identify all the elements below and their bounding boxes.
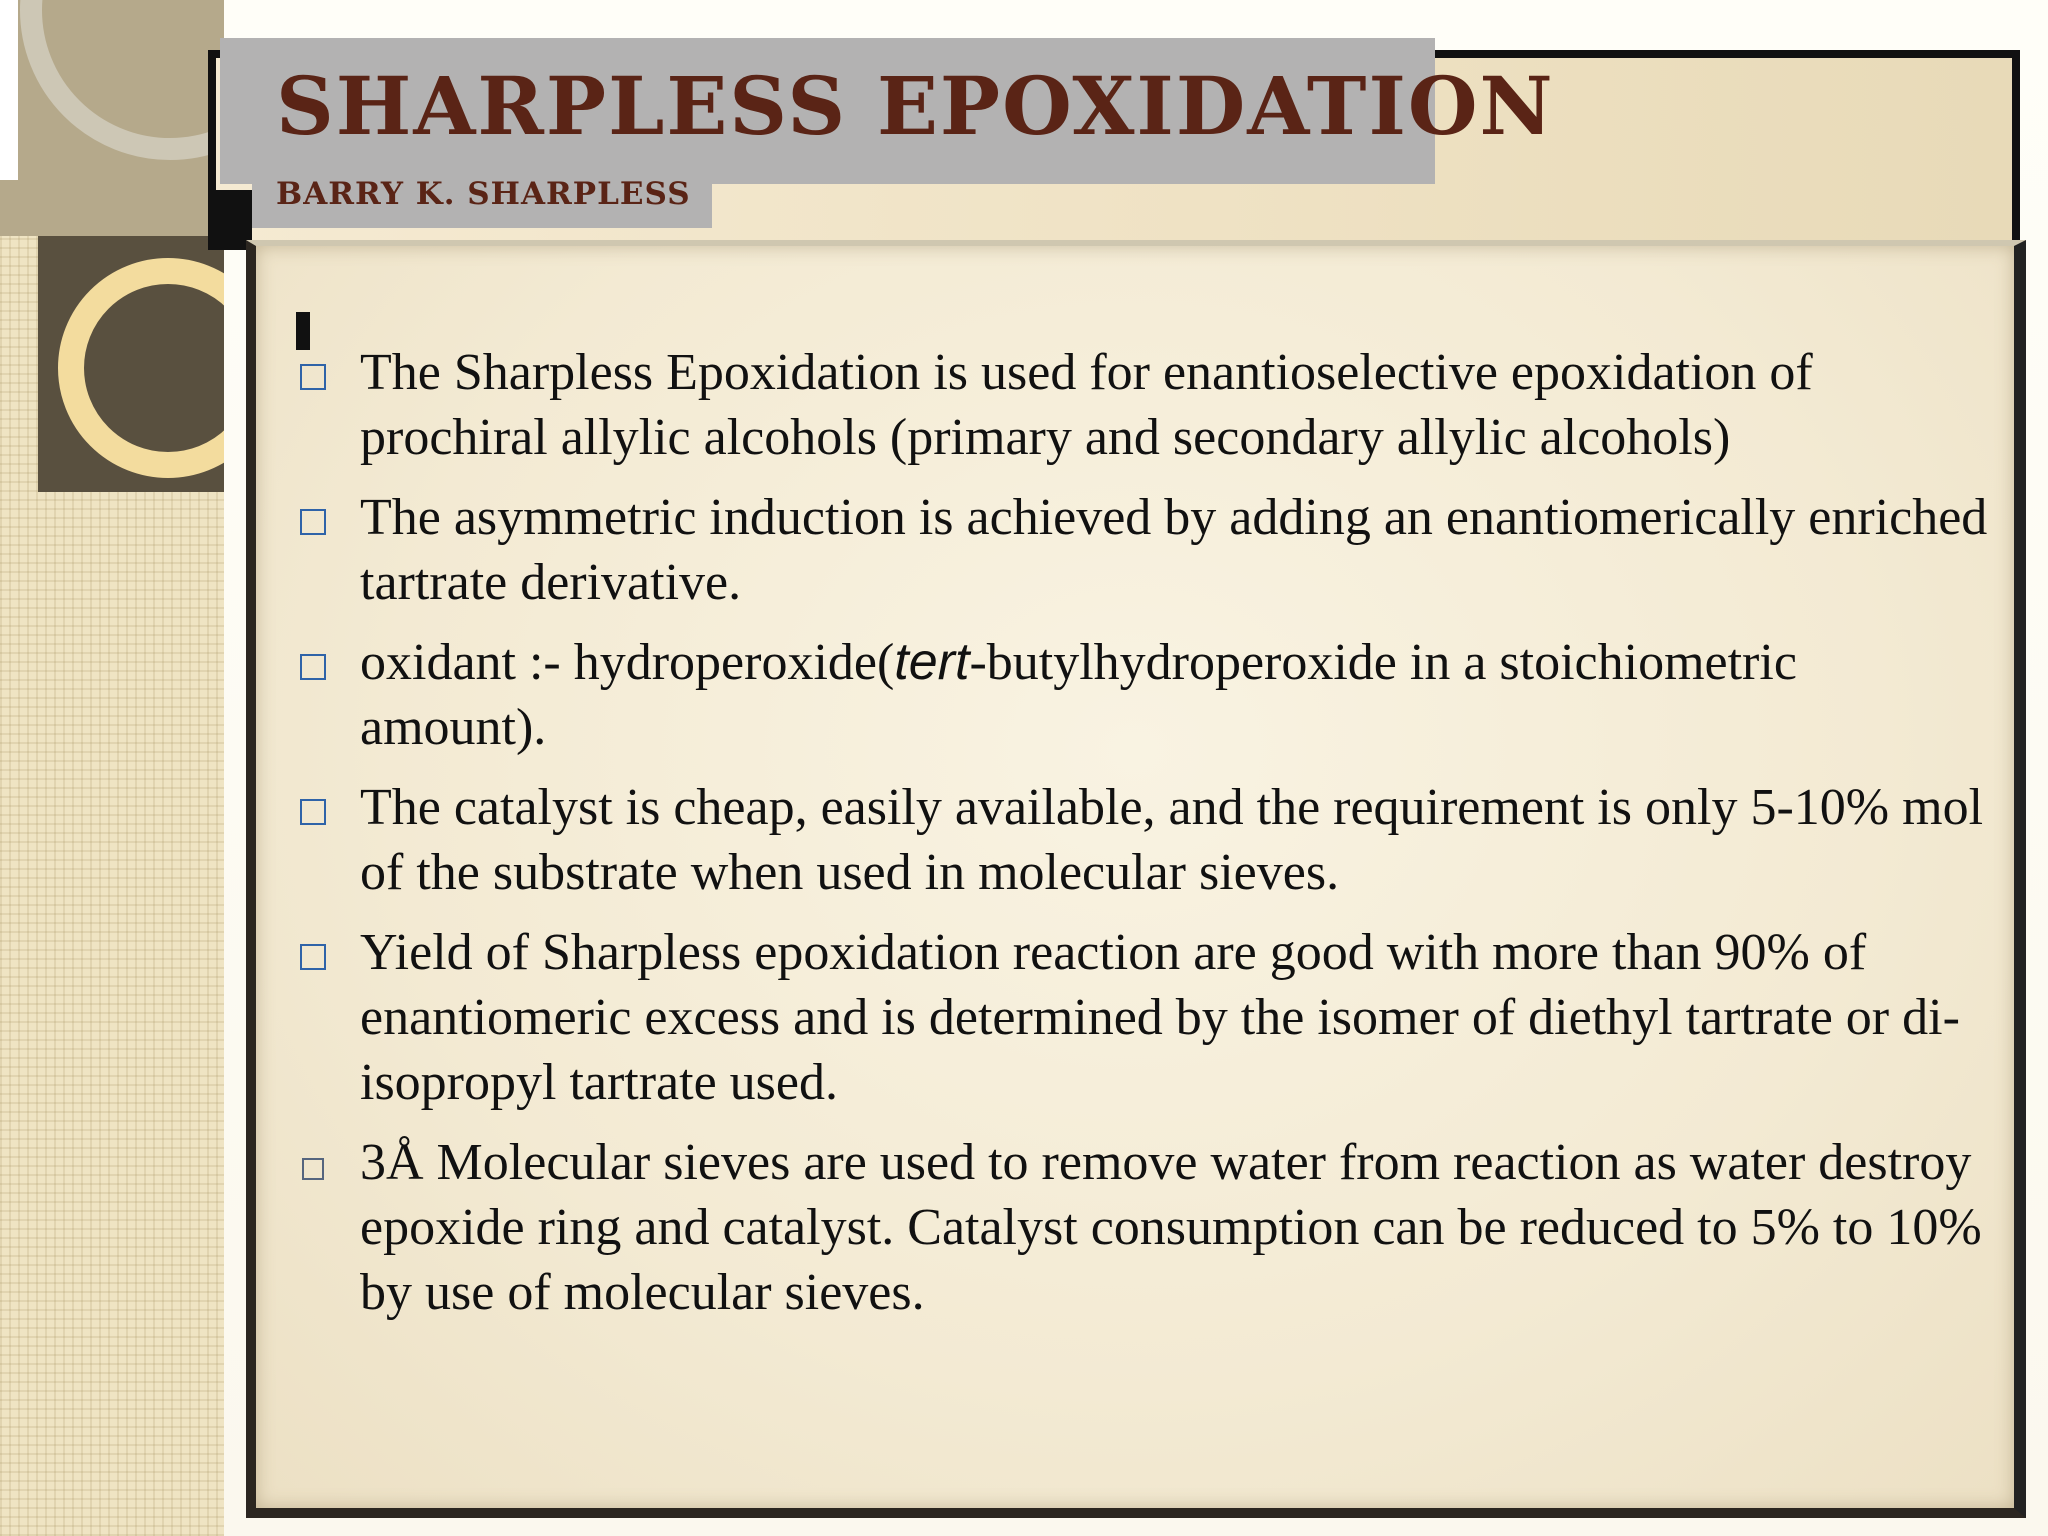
slide-subtitle: BARRY K. SHARPLESS xyxy=(276,176,691,212)
bullet-item xyxy=(296,630,1996,760)
decorative-white-strip xyxy=(0,0,18,180)
square-bullet-icon xyxy=(302,1158,324,1180)
square-bullet-icon xyxy=(300,509,326,535)
bullet-text: 3Å Molecular sieves are used to remove water from reaction as water destroy epoxide ring and catalyst. Catalyst consumption can be reduced to 5% to 10% by use of molecular sieves. xyxy=(360,1134,1982,1321)
bullet-item xyxy=(296,920,1996,1115)
square-bullet-icon xyxy=(300,364,326,390)
square-bullet-icon xyxy=(300,799,326,825)
bullet-text-part: -butylhydroperoxide in a stoichiometric amount). xyxy=(360,634,1797,756)
slide-title: SHARPLESS EPOXIDATION xyxy=(276,59,1555,153)
bullet-text xyxy=(360,634,1797,756)
bullet-list xyxy=(296,340,1996,1340)
bullet-item xyxy=(296,340,1996,470)
square-bullet-icon xyxy=(300,654,326,680)
bullet-item xyxy=(296,485,1996,615)
bullet-text: The Sharpless Epoxidation is used for enantioselective epoxidation of prochiral allylic alcohols (primary and secondary allylic alcohols) xyxy=(360,344,1813,466)
bullet-text: The catalyst is cheap, easily available, and the requirement is only 5-10% mol of the substrate when used in molecular sieves. xyxy=(360,779,1984,901)
bullet-text: The asymmetric induction is achieved by adding an enantiomerically enriched tartrate derivative. xyxy=(360,489,1988,611)
italic-term: tert xyxy=(894,633,970,691)
bullet-text-part: oxidant :- hydroperoxide( xyxy=(360,634,895,691)
bullet-text: Yield of Sharpless epoxidation reaction are good with more than 90% of enantiomeric excess and is determined by the isomer of diethyl tartrate or di-isopropyl tartrate used. xyxy=(360,924,1960,1111)
bullet-item xyxy=(296,775,1996,905)
square-bullet-icon xyxy=(300,944,326,970)
bullet-item xyxy=(296,1130,1996,1325)
